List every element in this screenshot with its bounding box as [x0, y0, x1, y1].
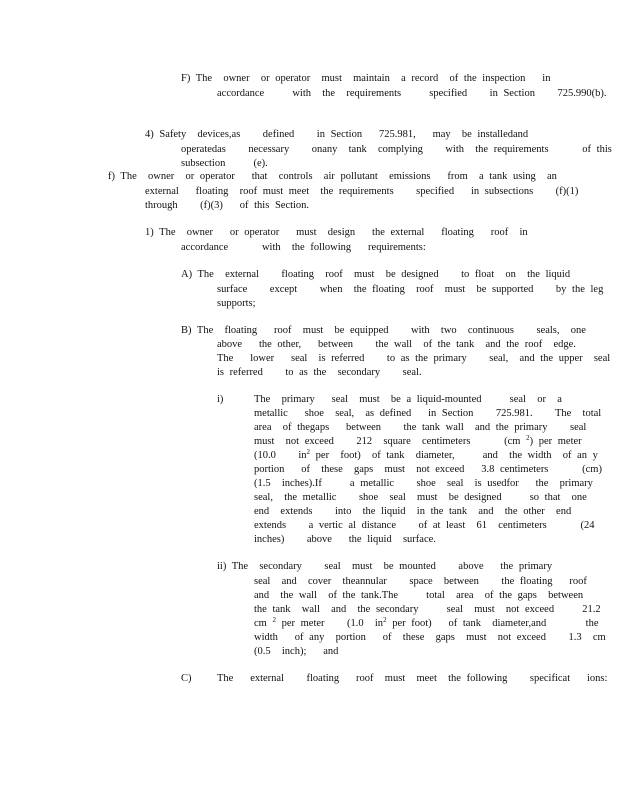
para-B-line-1: B) The floating roof must be equipped with two continuous seals, one [181, 325, 586, 336]
para-i-line-11: inches) above the liquid surface. [254, 534, 436, 545]
para-i-line-4: must not exceed 212 square centimeters (cm $^2$) per meter [254, 434, 582, 447]
para-1-line-1: 1) The owner or operator must design the external floating roof in [145, 227, 528, 238]
para-A-line-3: supports; [217, 298, 256, 309]
para-B-line-4: is referred to as the secondary seal. [217, 367, 422, 378]
para-i-label: i) [217, 394, 224, 405]
para-ii-line-4: the tank wall and the secondary seal must not exceed 21.2 [254, 604, 601, 615]
superscript: 2 [383, 616, 387, 624]
para-ii-line-7: (0.5 inch); and [254, 646, 339, 657]
para-4-line-3: subsection (e). [181, 158, 268, 169]
para-C-label: C) [181, 673, 192, 684]
para-4-line-1: 4) Safety devices,as defined in Section 725.981, may be installedand [145, 129, 529, 140]
superscript: 2 [526, 434, 530, 442]
para-i-line-9: end extends into the liquid in the tank and the other end [254, 506, 572, 517]
para-i-line-1: The primary seal must be a liquid-mounted seal or a [254, 394, 562, 405]
para-A-line-2: surface except when the floating roof must be supported by the leg [217, 284, 604, 295]
para-f-line-2: external floating roof must meet the requirements specified in subsections (f)(1) [145, 186, 579, 197]
para-ii-line-2: seal and cover theannular space between the floating roof [254, 576, 587, 587]
superscript: 2 [272, 616, 276, 624]
para-i-line-6: portion of these gaps must not exceed 3.8 centimeters (cm) [254, 464, 602, 475]
para-i-line-8: seal, the metallic shoe seal must be designed so that one [254, 492, 587, 503]
para-i-line-5: (10.0 $in^2$ per foot) of tank diameter, and the width of an y [254, 448, 598, 461]
superscript: 2 [306, 448, 311, 456]
para-B-line-3: The lower seal is referred to as the primary seal, and the upper seal [217, 353, 611, 364]
para-B-line-2: above the other, between the wall of the tank and the roof edge. [217, 339, 576, 350]
para-4-line-2: operatedas necessary onany tank complying with the requirements of this [181, 144, 612, 155]
para-ii-line-1: ii) The secondary seal must be mounted above the primary [217, 561, 553, 572]
para-C-line-1: The external floating roof must meet the following specificat ions: [217, 673, 608, 684]
para-i-line-10: extends a vertic al distance of at least 61 centimeters (24 [254, 520, 595, 531]
para-F-line-1: F) The owner or operator must maintain a record of the inspection in [181, 73, 551, 84]
para-ii-line-5: cm $^2$ per meter (1.0 $in^2$ per foot) of tank diameter,and the [254, 616, 599, 629]
para-i-line-3: area of thegaps between the tank wall and the primary seal [254, 422, 587, 433]
para-ii-line-6: width of any portion of these gaps must not exceed 1.3 cm [254, 632, 606, 643]
para-1-line-2: accordance with the following requirements: [181, 242, 426, 253]
para-i-line-2: metallic shoe seal, as defined in Section 725.981. The total [254, 408, 602, 419]
para-F-line-2: accordance with the requirements specified in Section 725.990(b). [217, 88, 607, 99]
para-i-line-7: (1.5 inches).If a metallic shoe seal is usedfor the primary [254, 478, 593, 489]
para-f-line-3: through (f)(3) of this Section. [145, 200, 310, 211]
para-ii-line-3: and the wall of the tank.The total area of the gaps between [254, 590, 584, 601]
para-A-line-1: A) The external floating roof must be designed to float on the liquid [181, 269, 571, 280]
para-f-line-1: f) The owner or operator that controls air pollutant emissions from a tank using an [108, 171, 557, 182]
